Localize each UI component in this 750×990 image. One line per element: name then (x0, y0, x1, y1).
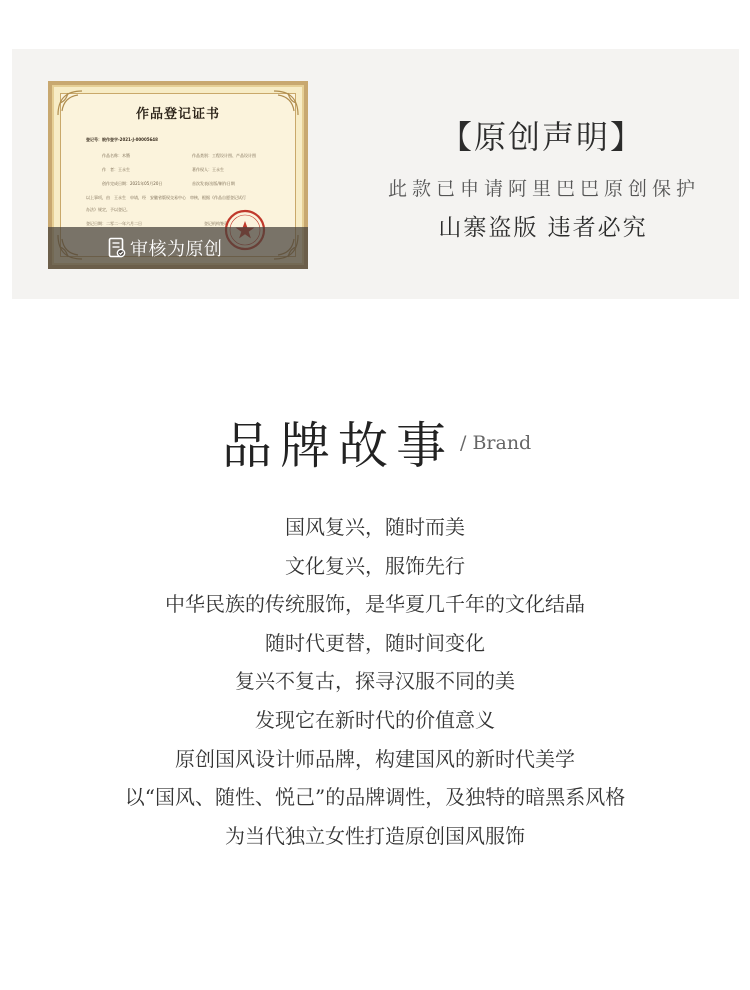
certificate-field: 作 者：王永生 (102, 167, 130, 172)
certificate-field: 登记日期：二零二一年六月二日 (86, 221, 142, 226)
original-badge-label: 审核为原创 (130, 239, 223, 260)
certificate-field: 首次发表/出版/制作日期 (192, 181, 235, 186)
certificate-field: 登记机构签章 (204, 221, 228, 226)
story-line: 国风复兴，随时而美 (285, 515, 465, 539)
story-subtitle: / Brand (460, 432, 532, 454)
story-line: 以“国风、随性、悦己”的品牌调性，及独特的暗黑系风格 (124, 785, 626, 810)
story-line: 中华民族的传统服饰，是华夏几千年的文化结晶 (165, 592, 585, 617)
story-text (0, 508, 750, 855)
certificate-field: 以上事项，由 王永生 申请，经 安徽省版权交易中心 审核，根据《作品自愿登记试行 (86, 195, 246, 200)
story-line: 发现它在新时代的价值意义 (255, 707, 495, 732)
story-line: 随时代更替，随时间变化 (265, 630, 485, 655)
certificate-reg-no: 登记号：皖作登字-2021-J-00005648 (86, 137, 158, 142)
story-line: 复兴不复古，探寻汉服不同的美 (235, 669, 515, 694)
certificate-field: 办法》规定，予以登记。 (86, 207, 130, 212)
certificate-title: 作品登记证书 (135, 107, 220, 122)
certificate-field: 著作权人：王永生 (192, 167, 224, 172)
declaration-warning-text: 山寨盗版 违者必究 (438, 215, 648, 241)
story-title: 品牌故事 (222, 417, 454, 475)
document-check-icon (108, 237, 126, 259)
certificate-field: 作品类别：工程设计图、产品设计图 (192, 153, 256, 158)
certificate-field: 作品名称：木簪 (102, 153, 130, 158)
declaration-title: 【原创声明】 (439, 118, 644, 156)
story-line: 为当代独立女性打造原创国风服饰 (225, 823, 525, 848)
story-line: 原创国风设计师品牌，构建国风的新时代美学 (175, 746, 575, 771)
story-line: 文化复兴，服饰先行 (285, 553, 465, 578)
certificate-field: 创作完成日期：2021年05月20日 (102, 181, 163, 186)
declaration-protection-text: 此款已申请阿里巴巴原创保护 (387, 178, 700, 200)
original-badge (48, 227, 308, 269)
